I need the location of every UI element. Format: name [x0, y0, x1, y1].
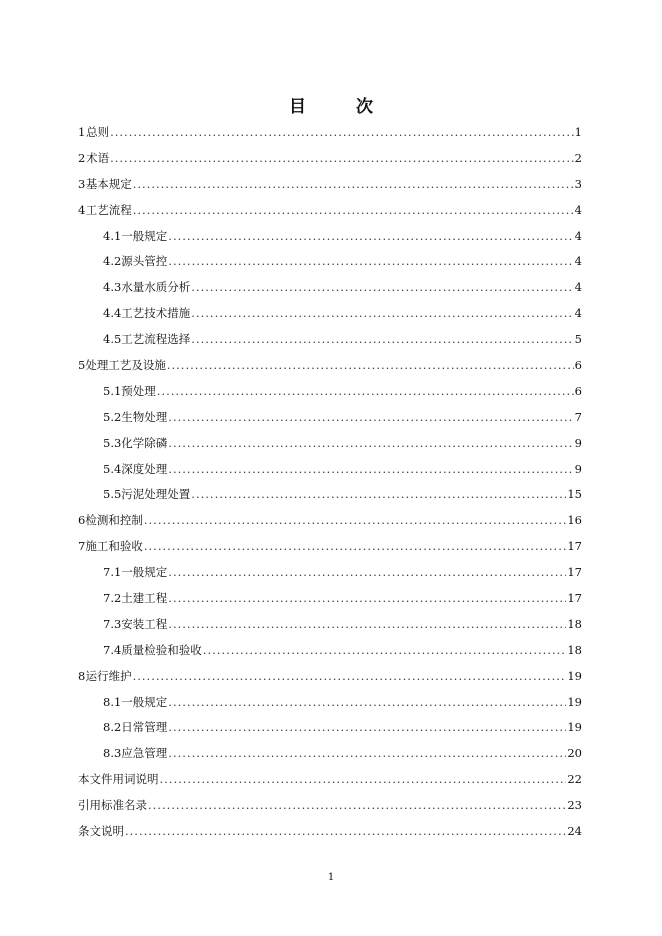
toc-entry-page: 9 [574, 461, 582, 476]
toc-entry[interactable] [78, 715, 582, 741]
toc-entry-label: 水量水质分析 [121, 280, 191, 295]
toc-entry-label: 基本规定 [85, 176, 132, 191]
toc-entry-label: 土建工程 [121, 591, 168, 606]
toc-entry[interactable] [78, 690, 582, 716]
toc-entry[interactable] [78, 586, 582, 612]
toc-entry[interactable] [78, 146, 582, 172]
toc-entry-number: 5 [78, 358, 86, 373]
toc-entry-number: 4.1 [103, 228, 122, 243]
toc-entry-number: 4.5 [103, 332, 122, 347]
dot-leader [168, 224, 573, 250]
dot-leader [133, 172, 574, 198]
toc-entry-number: 4.3 [103, 280, 122, 295]
toc-entry-label: 质量检验和验收 [121, 642, 202, 657]
dot-leader [110, 146, 574, 172]
toc-entry-label: 工艺流程选择 [121, 332, 191, 347]
toc-entry-page: 4 [574, 306, 582, 321]
toc-entry-label: 日常管理 [121, 720, 168, 735]
toc-entry[interactable] [78, 120, 582, 146]
toc-entry[interactable] [78, 353, 582, 379]
toc-entry-page: 9 [574, 435, 582, 450]
toc-entry-page: 17 [567, 591, 582, 606]
toc-entry-number: 5.3 [103, 435, 122, 450]
dot-leader [191, 327, 573, 353]
toc-entry-number: 1 [78, 125, 86, 139]
toc-entry-label: 术语 [86, 150, 110, 165]
toc-entry-page: 19 [567, 694, 582, 709]
toc-entry-label: 深度处理 [121, 461, 168, 476]
dot-leader [168, 249, 573, 275]
toc-entry[interactable] [78, 793, 582, 819]
toc-entry-page: 3 [574, 176, 582, 191]
dot-leader [148, 793, 566, 819]
dot-leader [144, 508, 566, 534]
toc-entry-page: 19 [567, 668, 582, 683]
toc-entry-page: 6 [574, 358, 582, 373]
dot-leader [191, 482, 566, 508]
toc-entry-page: 17 [567, 565, 582, 580]
toc-entry-number: 5.4 [103, 461, 122, 476]
toc-entry-label: 检测和控制 [85, 513, 143, 528]
toc-entry[interactable] [78, 741, 582, 767]
toc-entry[interactable] [78, 275, 582, 301]
toc-entry-page: 7 [574, 409, 582, 424]
dot-leader [133, 664, 567, 690]
toc-entry[interactable] [78, 457, 582, 483]
toc-entry-page: 15 [567, 487, 582, 502]
dot-leader [133, 198, 574, 224]
toc-entry-label: 一般规定 [121, 565, 168, 580]
dot-leader [168, 741, 566, 767]
toc-entry-page: 23 [567, 798, 582, 813]
toc-entry-label: 生物处理 [121, 409, 168, 424]
toc-entry-page: 20 [567, 746, 582, 761]
dot-leader [203, 638, 567, 664]
toc-entry[interactable] [78, 612, 582, 638]
toc-entry[interactable] [78, 560, 582, 586]
toc-entry-label: 引用标准名录 [78, 798, 147, 813]
toc-entry-number: 5.1 [103, 383, 122, 398]
toc-entry[interactable] [78, 224, 582, 250]
toc-entry-number: 2 [78, 150, 86, 165]
toc-entry-label: 总则 [86, 125, 110, 139]
toc-entry[interactable] [78, 508, 582, 534]
toc-entry-number: 8 [78, 668, 86, 683]
page-number: 1 [327, 872, 335, 883]
toc-entry-number: 5.2 [103, 409, 122, 424]
toc-entry-label: 安装工程 [121, 616, 168, 631]
toc-entry-page: 4 [574, 280, 582, 295]
table-of-contents [78, 120, 582, 845]
dot-leader [157, 379, 574, 405]
toc-entry-number: 3 [78, 176, 86, 191]
toc-entry-page: 1 [574, 125, 582, 139]
toc-entry-number: 5.5 [103, 487, 122, 502]
toc-entry[interactable] [78, 301, 582, 327]
page-title: 目 次 [289, 97, 395, 117]
toc-entry[interactable] [78, 819, 582, 845]
toc-entry-page: 17 [567, 539, 582, 554]
toc-entry[interactable] [78, 198, 582, 224]
dot-leader [168, 457, 573, 483]
toc-entry[interactable] [78, 767, 582, 793]
toc-entry-number: 6 [78, 513, 86, 528]
toc-entry-label: 预处理 [121, 383, 156, 398]
toc-entry-label: 化学除磷 [121, 435, 168, 450]
toc-entry-page: 4 [574, 228, 582, 243]
dot-leader [144, 534, 566, 560]
dot-leader [110, 120, 574, 146]
toc-entry-page: 19 [567, 720, 582, 735]
toc-entry-label: 施工和验收 [85, 539, 143, 554]
dot-leader [125, 819, 566, 845]
dot-leader [191, 301, 573, 327]
toc-entry-number: 7.1 [103, 565, 122, 580]
toc-entry-page: 4 [574, 254, 582, 269]
dot-leader [168, 560, 566, 586]
toc-entry-number: 7.4 [103, 642, 122, 657]
toc-entry-label: 污泥处理处置 [121, 487, 191, 502]
toc-entry-number: 8.1 [103, 694, 122, 709]
toc-entry-page: 24 [567, 824, 582, 839]
toc-entry[interactable] [78, 405, 582, 431]
toc-entry[interactable] [78, 379, 582, 405]
toc-entry-page: 2 [574, 150, 582, 165]
toc-entry-label: 一般规定 [121, 694, 168, 709]
dot-leader [168, 715, 566, 741]
toc-entry-number: 4.2 [103, 254, 122, 269]
toc-entry-number: 7.2 [103, 591, 122, 606]
toc-entry-page: 6 [574, 383, 582, 398]
toc-entry-label: 源头管控 [121, 254, 168, 269]
dot-leader [160, 767, 567, 793]
dot-leader [168, 690, 566, 716]
toc-entry-label: 一般规定 [121, 228, 168, 243]
toc-entry-label: 本文件用词说明 [78, 772, 159, 787]
dot-leader [168, 612, 566, 638]
dot-leader [168, 586, 566, 612]
toc-entry-label: 工艺技术措施 [121, 306, 191, 321]
toc-entry-number: 4.4 [103, 306, 122, 321]
dot-leader [191, 275, 573, 301]
toc-entry[interactable] [78, 482, 582, 508]
toc-entry-page: 22 [567, 772, 582, 787]
toc-entry[interactable] [78, 664, 582, 690]
toc-entry-label: 处理工艺及设施 [85, 358, 166, 373]
dot-leader [168, 431, 573, 457]
toc-entry-page: 18 [567, 642, 582, 657]
toc-entry-number: 8.2 [103, 720, 122, 735]
toc-entry-label: 工艺流程 [85, 202, 132, 217]
toc-entry[interactable] [78, 327, 582, 353]
toc-entry-label: 条文说明 [78, 824, 124, 839]
dot-leader [167, 353, 574, 379]
toc-entry[interactable] [78, 172, 582, 198]
toc-entry-number: 7 [78, 539, 86, 554]
toc-entry[interactable] [78, 534, 582, 560]
toc-entry-number: 8.3 [103, 746, 122, 761]
toc-entry-label: 应急管理 [121, 746, 168, 761]
toc-entry-page: 16 [567, 513, 582, 528]
toc-entry-page: 5 [574, 332, 582, 347]
toc-entry-page: 18 [567, 616, 582, 631]
toc-entry[interactable] [78, 638, 582, 664]
dot-leader [168, 405, 573, 431]
toc-entry-label: 运行维护 [85, 668, 132, 683]
toc-entry[interactable] [78, 249, 582, 275]
toc-entry-page: 4 [574, 202, 582, 217]
toc-entry-number: 7.3 [103, 616, 122, 631]
toc-entry[interactable] [78, 431, 582, 457]
toc-entry-number: 4 [78, 202, 86, 217]
